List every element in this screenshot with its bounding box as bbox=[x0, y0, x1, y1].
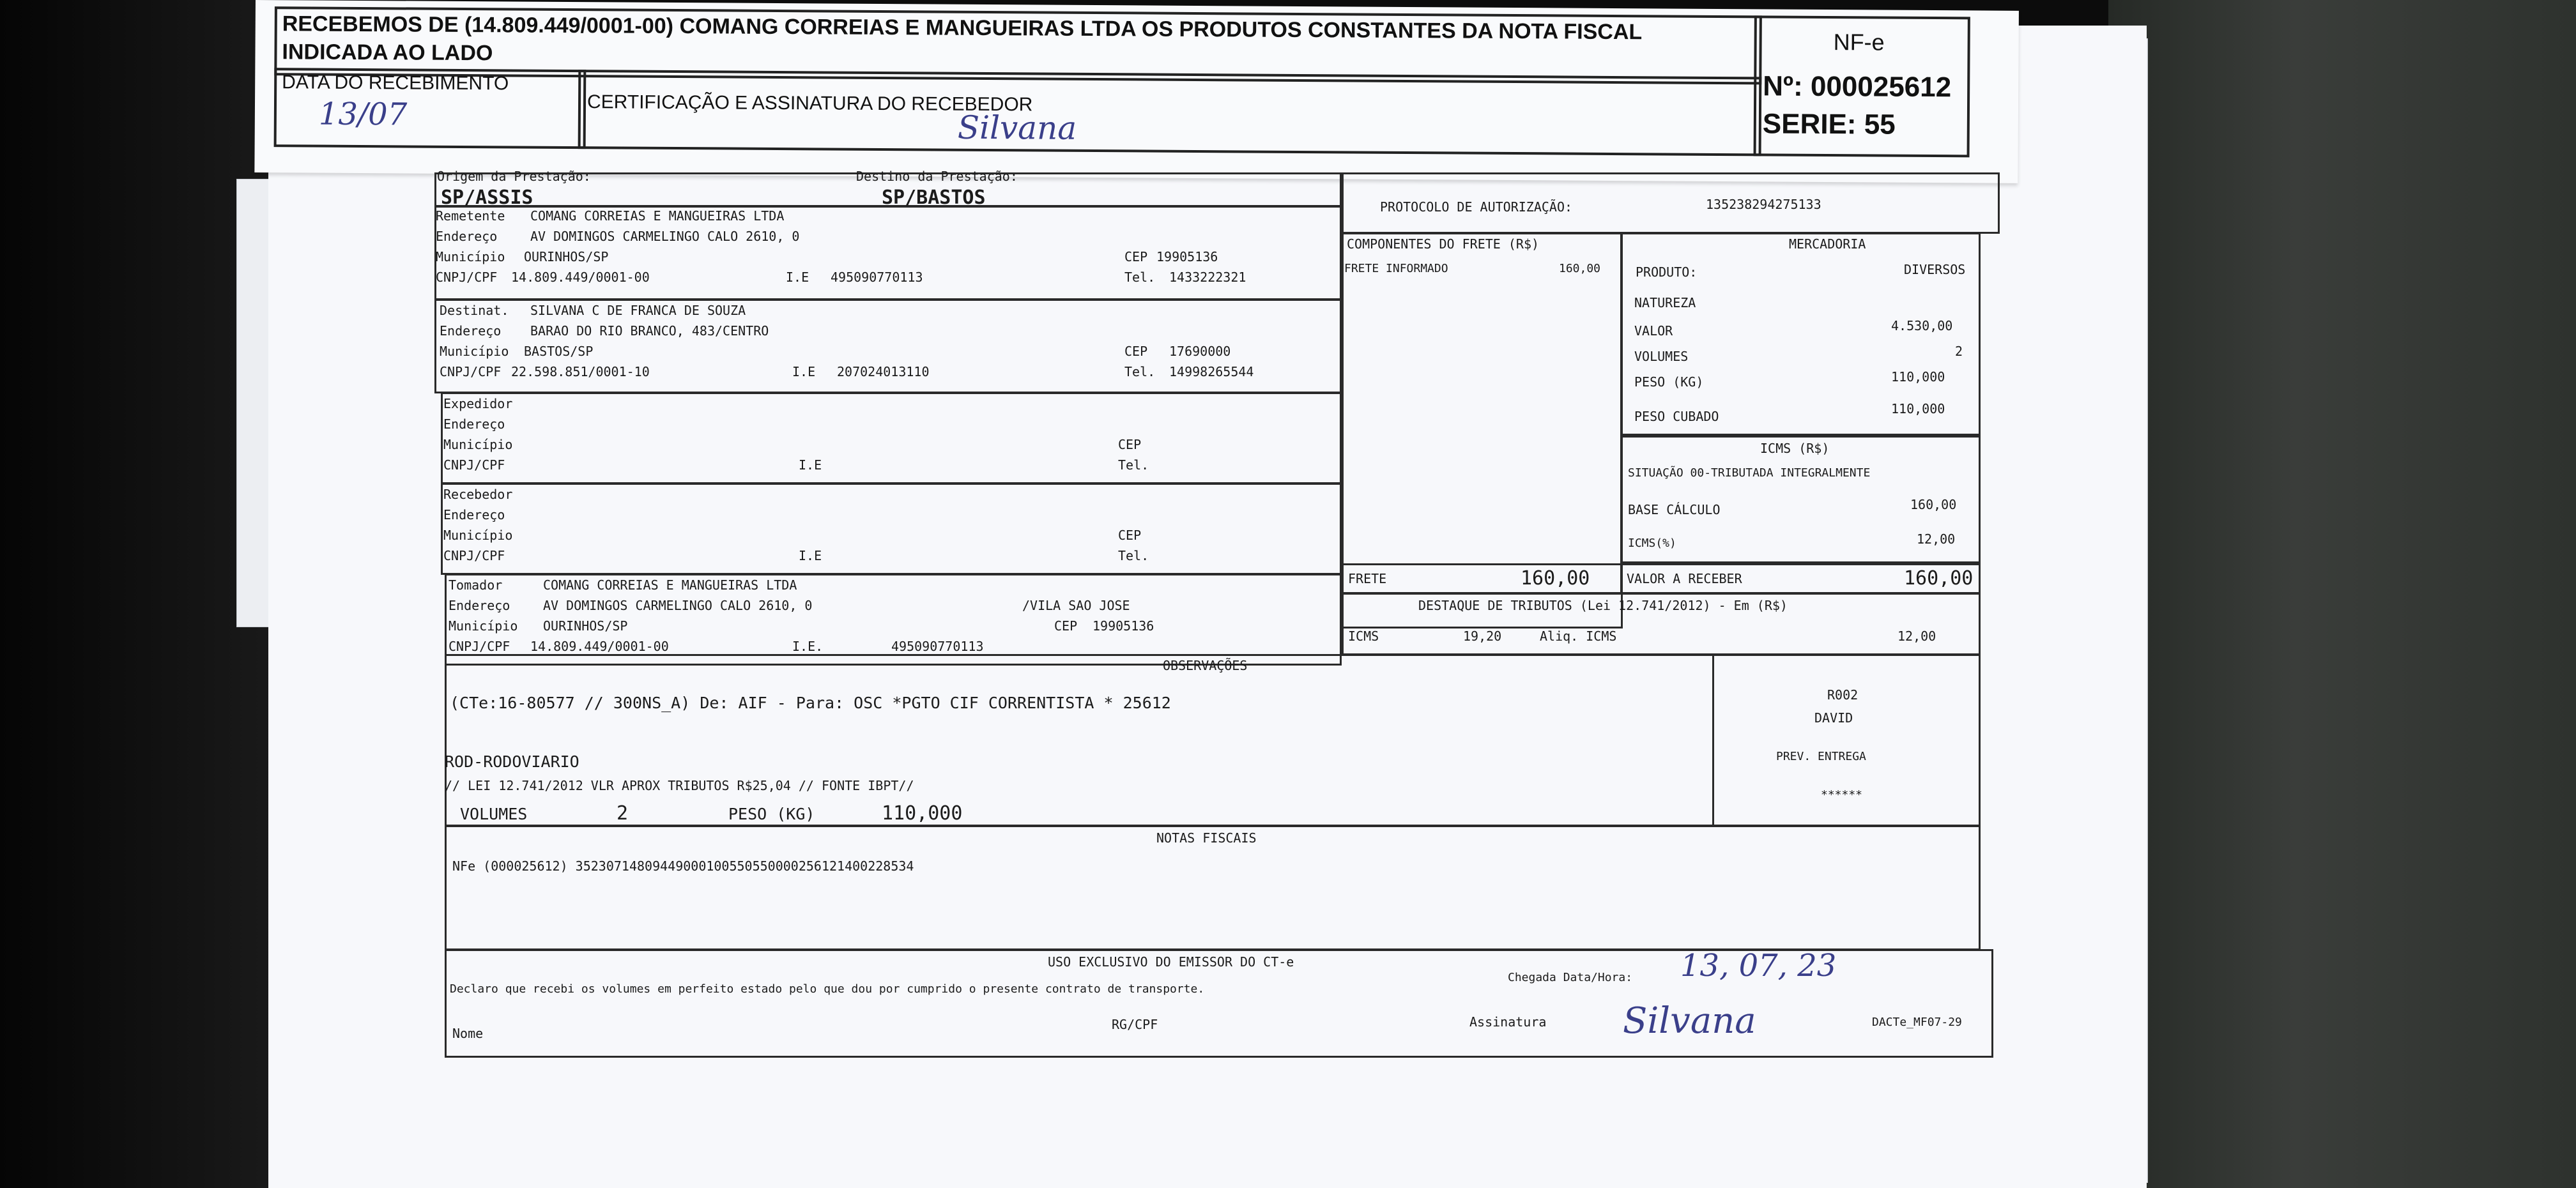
destinatario-ie: 207024013110 bbox=[837, 364, 930, 379]
mercadoria-volumes-value: 2 bbox=[1955, 344, 1963, 359]
destino-label: Destino da Prestação: bbox=[856, 169, 1018, 184]
stub-signature: Silvana bbox=[957, 109, 1077, 147]
uso-signature: Silvana bbox=[1623, 1000, 1756, 1042]
destinatario-name: SILVANA C DE FRANCA DE SOUZA bbox=[530, 303, 746, 318]
frete-total-label: FRETE bbox=[1348, 571, 1387, 586]
observacoes-peso-label: PESO (KG) bbox=[728, 805, 815, 823]
uso-header: USO EXCLUSIVO DO EMISSOR DO CT-e bbox=[1048, 954, 1294, 970]
mercadoria-cubado-value: 110,000 bbox=[1891, 401, 1945, 416]
mercadoria-volumes-label: VOLUMES bbox=[1634, 349, 1689, 364]
remetente-cnpj: 14.809.449/0001-00 bbox=[511, 270, 650, 285]
destinatario-municipio: BASTOS/SP bbox=[524, 344, 594, 359]
mercadoria-peso-value: 110,000 bbox=[1891, 369, 1945, 385]
tomador-municipio: OURINHOS/SP bbox=[543, 618, 628, 634]
tomador-cnpj: 14.809.449/0001-00 bbox=[530, 639, 669, 654]
expedidor-cnpj-label: CNPJ/CPF bbox=[443, 457, 505, 473]
expedidor-end-label: Endereço bbox=[443, 416, 505, 432]
destinatario-cnpj: 22.598.851/0001-10 bbox=[511, 364, 650, 379]
remetente-tel: 1433222321 bbox=[1169, 270, 1246, 285]
remetente-ie: 495090770113 bbox=[831, 270, 923, 285]
tributos-icms-value: 19,20 bbox=[1463, 628, 1502, 644]
icms-base-label: BASE CÁLCULO bbox=[1628, 502, 1721, 517]
tomador-label: Tomador bbox=[448, 577, 503, 593]
stub-title-line1: RECEBEMOS DE (14.809.449/0001-00) COMANG CORREIAS E MANGUEIRAS LTDA OS PRODUTOS CONSTANTES DA NOTA FISCAL bbox=[282, 11, 1643, 45]
remetente-cnpj-label: CNPJ/CPF bbox=[436, 270, 498, 285]
tomador-end-label: Endereço bbox=[448, 598, 510, 613]
notas-header: NOTAS FISCAIS bbox=[1156, 830, 1257, 846]
destinatario-tel: 14998265544 bbox=[1169, 364, 1254, 379]
mercadoria-produto-label: PRODUTO: bbox=[1636, 264, 1698, 280]
icms-pct-label: ICMS(%) bbox=[1628, 537, 1676, 550]
remetente-tel-label: Tel. bbox=[1124, 270, 1156, 285]
observacoes-line1: (CTe:16-80577 // 300NS_A) De: AIF - Para: OSC *PGTO CIF CORRENTISTA * 25612 bbox=[450, 694, 1171, 712]
tomador-bairro: /VILA SAO JOSE bbox=[1022, 598, 1130, 613]
remetente-ie-label: I.E bbox=[786, 270, 809, 285]
destinatario-end-label: Endereço bbox=[440, 323, 502, 339]
protocolo-label: PROTOCOLO DE AUTORIZAÇÃO: bbox=[1380, 199, 1573, 215]
tributos-icms-label: ICMS bbox=[1348, 628, 1379, 644]
destinatario-cep: 17690000 bbox=[1169, 344, 1231, 359]
stub-date-value: 13/07 bbox=[318, 96, 408, 133]
stub-nfe-number: Nº: 000025612 bbox=[1763, 70, 1952, 103]
tomador-mun-label: Município bbox=[448, 618, 518, 634]
observacoes-line2: ROD-RODOVIARIO bbox=[445, 752, 579, 771]
destino-value: SP/BASTOS bbox=[882, 187, 986, 209]
expedidor-ie-label: I.E bbox=[799, 457, 822, 473]
uso-rg-label: RG/CPF bbox=[1112, 1017, 1158, 1032]
expedidor-cep-label: CEP bbox=[1118, 437, 1142, 452]
destinatario-label: Destinat. bbox=[440, 303, 509, 318]
observacoes-volumes-label: VOLUMES bbox=[460, 805, 528, 823]
observacoes-right2: DAVID bbox=[1814, 710, 1853, 726]
stub-date-label: DATA DO RECEBIMENTO bbox=[282, 72, 509, 95]
destinatario-cep-label: CEP bbox=[1124, 344, 1148, 359]
frete-informado-value: 160,00 bbox=[1559, 262, 1601, 275]
observacoes-line3: // LEI 12.741/2012 VLR APROX TRIBUTOS R$25,04 // FONTE IBPT// bbox=[445, 778, 914, 793]
observacoes-right3: PREV. ENTREGA bbox=[1776, 750, 1866, 763]
observacoes-right4: ****** bbox=[1821, 788, 1863, 802]
icms-receber-value: 160,00 bbox=[1904, 567, 1974, 590]
destinatario-endereco: BARAO DO RIO BRANCO, 483/CENTRO bbox=[530, 323, 769, 339]
expedidor-label: Expedidor bbox=[443, 396, 513, 411]
icms-situacao: SITUAÇÃO 00-TRIBUTADA INTEGRALMENTE bbox=[1628, 466, 1871, 480]
expedidor-block bbox=[441, 392, 1342, 484]
observacoes-right1: R002 bbox=[1827, 687, 1859, 703]
protocolo-value: 135238294275133 bbox=[1706, 197, 1821, 212]
destinatario-mun-label: Município bbox=[440, 344, 509, 359]
mercadoria-valor-label: VALOR bbox=[1634, 323, 1673, 339]
uso-chegada-value: 13, 07, 23 bbox=[1680, 948, 1837, 984]
background-right bbox=[2108, 0, 2576, 1188]
mercadoria-natureza-label: NATUREZA bbox=[1634, 295, 1696, 310]
stub-nfe-serie: SERIE: 55 bbox=[1762, 108, 1896, 141]
mercadoria-valor-value: 4.530,00 bbox=[1891, 318, 1953, 333]
recebedor-end-label: Endereço bbox=[443, 507, 505, 522]
recebedor-block bbox=[441, 483, 1342, 575]
mercadoria-peso-label: PESO (KG) bbox=[1634, 374, 1704, 390]
tributos-header: DESTAQUE DE TRIBUTOS (Lei 12.741/2012) - Em (R$) bbox=[1418, 598, 1788, 613]
recebedor-tel-label: Tel. bbox=[1118, 548, 1149, 563]
background-left bbox=[0, 0, 275, 1188]
stub-cert-label: CERTIFICAÇÃO E ASSINATURA DO RECEBEDOR bbox=[586, 91, 1033, 116]
uso-nome-label: Nome bbox=[452, 1026, 484, 1041]
expedidor-mun-label: Município bbox=[443, 437, 513, 452]
receipt-stub bbox=[254, 0, 2019, 183]
remetente-mun-label: Município bbox=[436, 249, 505, 264]
icms-header: ICMS (R$) bbox=[1760, 441, 1830, 456]
observacoes-volumes-value: 2 bbox=[617, 802, 629, 825]
tomador-ie-label: I.E. bbox=[792, 639, 824, 654]
remetente-cep-label: CEP bbox=[1124, 249, 1148, 264]
observacoes-header: OBSERVAÇÕES bbox=[1163, 658, 1248, 673]
frete-header: COMPONENTES DO FRETE (R$) bbox=[1347, 236, 1540, 252]
uso-code: DACTe_MF07-29 bbox=[1872, 1016, 1962, 1029]
recebedor-cep-label: CEP bbox=[1118, 528, 1142, 543]
tomador-name: COMANG CORREIAS E MANGUEIRAS LTDA bbox=[543, 577, 797, 593]
remetente-name: COMANG CORREIAS E MANGUEIRAS LTDA bbox=[530, 208, 785, 224]
expedidor-tel-label: Tel. bbox=[1118, 457, 1149, 473]
stub-nfe-label: NF-e bbox=[1833, 29, 1885, 56]
mercadoria-cubado-label: PESO CUBADO bbox=[1634, 409, 1719, 424]
origem-value: SP/ASSIS bbox=[441, 187, 533, 209]
recebedor-mun-label: Município bbox=[443, 528, 513, 543]
notas-line: NFe (000025612) 35230714809449000100550550000256121400228534 bbox=[452, 858, 914, 874]
frete-informado-label: FRETE INFORMADO bbox=[1344, 262, 1448, 275]
tributos-aliq-value: 12,00 bbox=[1897, 628, 1936, 644]
destinatario-ie-label: I.E bbox=[792, 364, 816, 379]
uso-chegada-label: Chegada Data/Hora: bbox=[1508, 971, 1633, 984]
icms-receber-label: VALOR A RECEBER bbox=[1627, 571, 1742, 586]
mercadoria-produto-value: DIVERSOS bbox=[1904, 262, 1966, 277]
recebedor-label: Recebedor bbox=[443, 487, 513, 502]
tomador-cep-label: CEP bbox=[1054, 618, 1078, 634]
remetente-end-label: Endereço bbox=[436, 229, 498, 244]
stub-title-line2: INDICADA AO LADO bbox=[282, 40, 493, 66]
tomador-endereco: AV DOMINGOS CARMELINGO CALO 2610, 0 bbox=[543, 598, 813, 613]
dacte-form bbox=[434, 169, 2000, 1067]
icms-pct-value: 12,00 bbox=[1917, 531, 1956, 547]
icms-base-value: 160,00 bbox=[1910, 497, 1957, 512]
remetente-endereco: AV DOMINGOS CARMELINGO CALO 2610, 0 bbox=[530, 229, 800, 244]
tomador-cep: 19905136 bbox=[1092, 618, 1154, 634]
observacoes-peso-value: 110,000 bbox=[882, 802, 963, 825]
frete-total-value: 160,00 bbox=[1521, 567, 1590, 590]
mercadoria-header: MERCADORIA bbox=[1789, 236, 1866, 252]
recebedor-cnpj-label: CNPJ/CPF bbox=[443, 548, 505, 563]
destinatario-tel-label: Tel. bbox=[1124, 364, 1156, 379]
uso-declaro: Declaro que recebi os volumes em perfeito estado pelo que dou por cumprido o presente contrato de transporte. bbox=[450, 982, 1205, 996]
recebedor-ie-label: I.E bbox=[799, 548, 822, 563]
tributos-aliq-label: Aliq. ICMS bbox=[1540, 628, 1617, 644]
origem-label: Origem da Prestação: bbox=[437, 169, 591, 184]
tomador-ie: 495090770113 bbox=[891, 639, 984, 654]
remetente-municipio: OURINHOS/SP bbox=[524, 249, 609, 264]
remetente-label: Remetente bbox=[436, 208, 505, 224]
remetente-cep: 19905136 bbox=[1156, 249, 1218, 264]
uso-assinatura-label: Assinatura bbox=[1469, 1014, 1547, 1030]
tomador-cnpj-label: CNPJ/CPF bbox=[448, 639, 510, 654]
destinatario-cnpj-label: CNPJ/CPF bbox=[440, 364, 502, 379]
